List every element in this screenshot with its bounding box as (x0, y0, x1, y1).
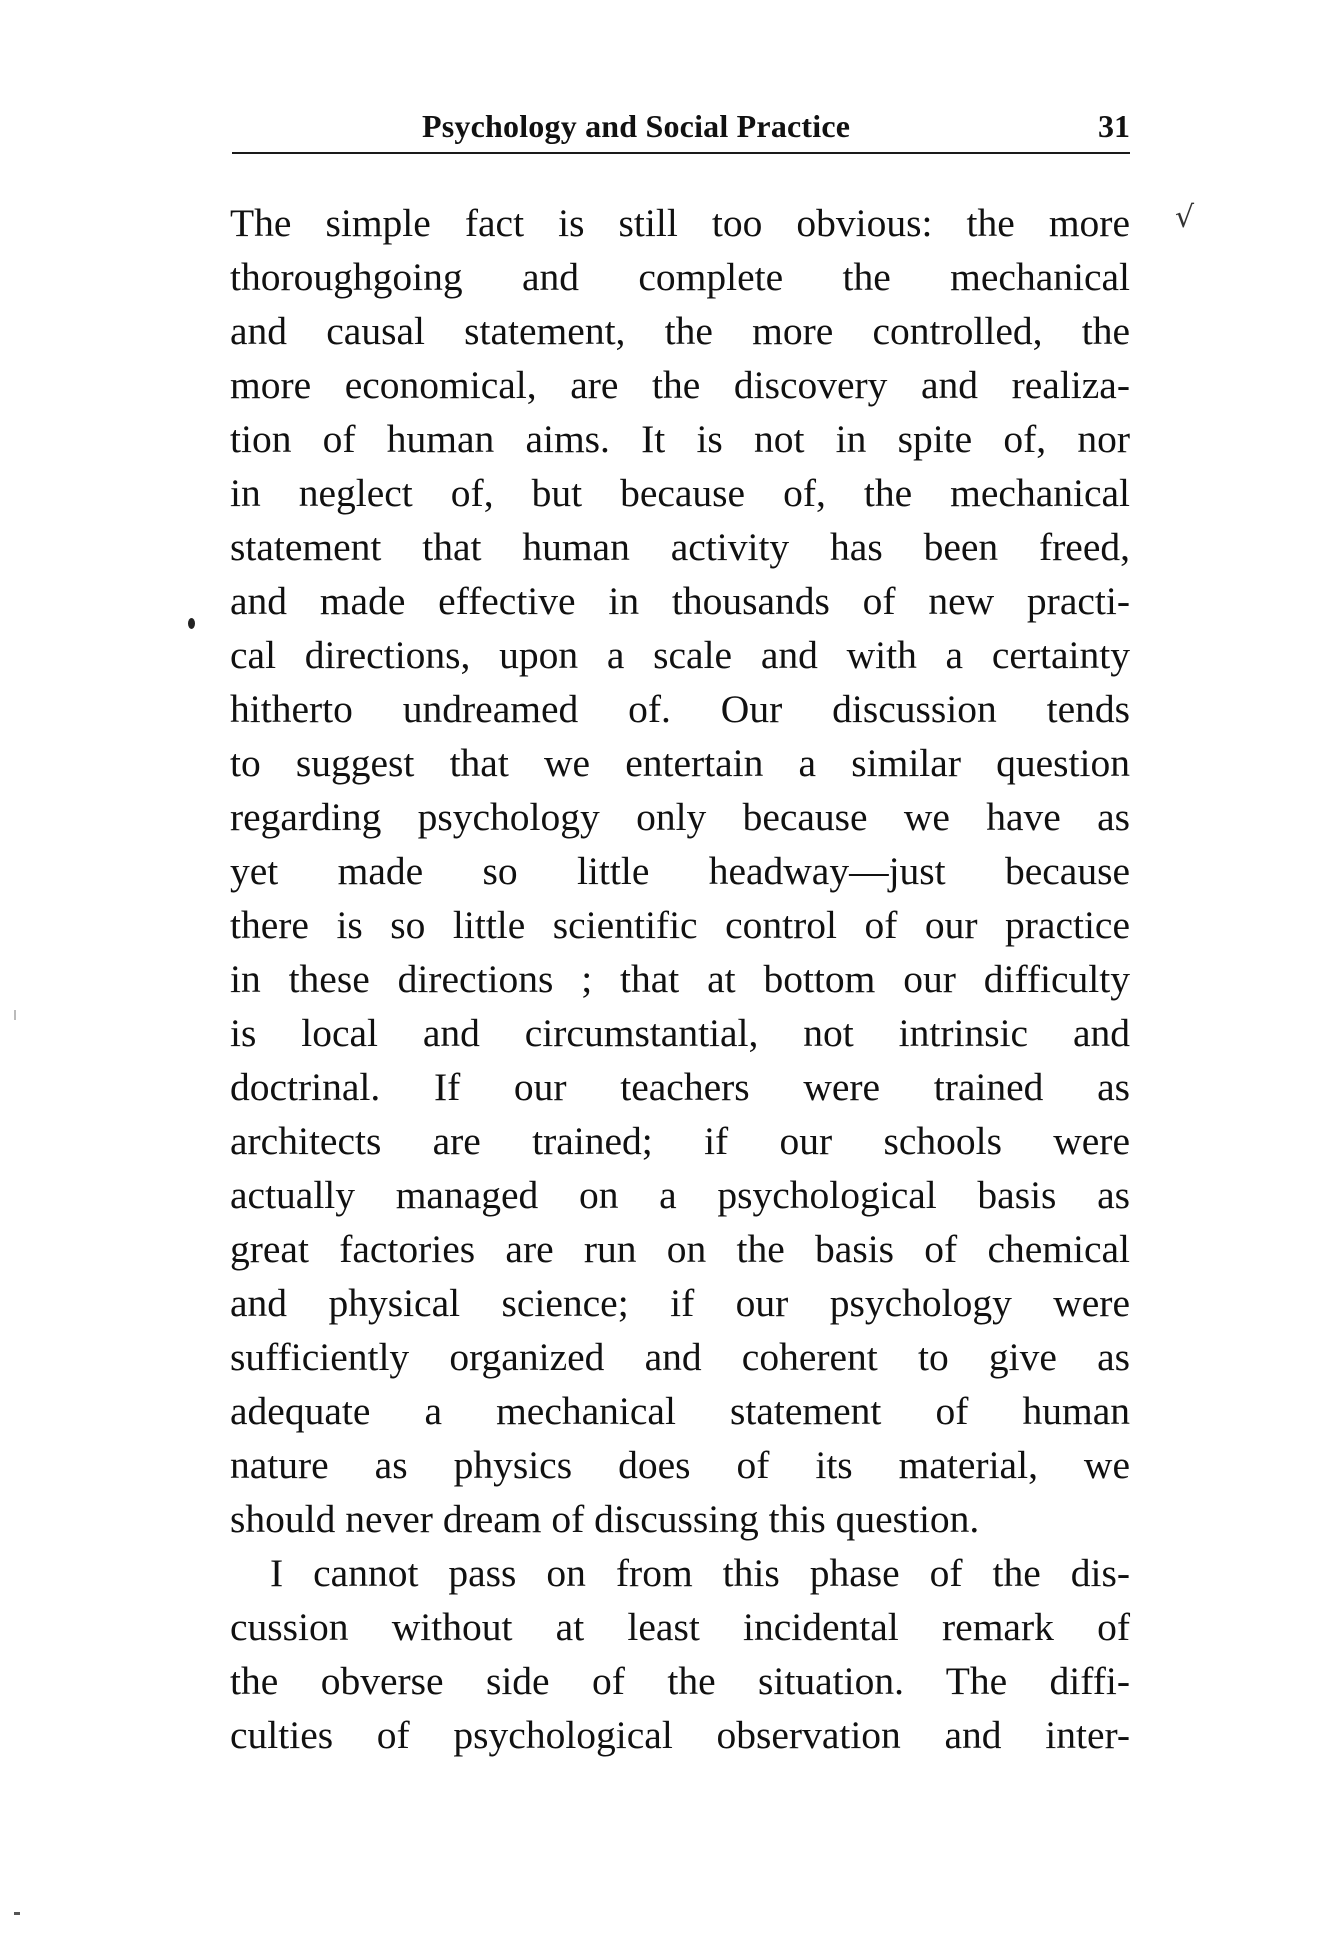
text-line: architects are trained; if our schools were (230, 1119, 1130, 1163)
text-line: I cannot pass on from this phase of the dis- (270, 1551, 1130, 1595)
text-line: cal directions, upon a scale and with a certainty (230, 633, 1130, 677)
text-line: sufficiently organized and coherent to give as (230, 1335, 1130, 1379)
text-line: hitherto undreamed of. Our discussion tends (230, 687, 1130, 731)
text-line: actually managed on a psychological basis as (230, 1173, 1130, 1217)
text-line: is local and circumstantial, not intrinsic and (230, 1011, 1130, 1055)
margin-check-mark: √ (1175, 200, 1195, 235)
body-text (230, 196, 1130, 1762)
page-number: 31 (1098, 108, 1130, 144)
text-line: regarding psychology only because we have as (230, 795, 1130, 839)
running-head-title: Psychology and Social Practice (422, 108, 851, 144)
text-line: to suggest that we entertain a similar question (230, 741, 1130, 785)
text-line: adequate a mechanical statement of human (230, 1389, 1130, 1433)
text-line: the obverse side of the situation. The diffi- (230, 1659, 1130, 1703)
ink-blot (188, 618, 195, 629)
text-line: culties of psychological observation and inter- (230, 1713, 1130, 1757)
text-line: nature as physics does of its material, we (230, 1443, 1130, 1487)
text-line: yet made so little headway—just because (230, 849, 1130, 893)
text-line: in these directions ; that at bottom our difficulty (230, 957, 1130, 1001)
text-line: great factories are run on the basis of chemical (230, 1227, 1130, 1271)
text-line: more economical, are the discovery and realiza- (230, 363, 1130, 407)
text-line: and physical science; if our psychology were (230, 1281, 1130, 1325)
text-line: cussion without at least incidental remark of (230, 1605, 1130, 1649)
text-line: doctrinal. If our teachers were trained as (230, 1065, 1130, 1109)
scan-speck (14, 1912, 20, 1915)
text-line: thoroughgoing and complete the mechanical (230, 255, 1130, 299)
text-line: and causal statement, the more controlled, the (230, 309, 1130, 353)
paragraph-1 (230, 196, 1130, 1546)
text-line: statement that human activity has been freed, (230, 525, 1130, 569)
text-line: tion of human aims. It is not in spite of, nor (230, 417, 1130, 461)
text-line: in neglect of, but because of, the mechanical (230, 471, 1130, 515)
paragraph-2 (230, 1546, 1130, 1762)
scan-speck (14, 1010, 16, 1020)
text-line: there is so little scientific control of our practice (230, 903, 1130, 947)
text-line: The simple fact is still too obvious: the more (230, 201, 1130, 245)
running-head (232, 108, 1130, 154)
text-line: and made effective in thousands of new practi- (230, 579, 1130, 623)
text-line: should never dream of discussing this question. (230, 1497, 980, 1541)
